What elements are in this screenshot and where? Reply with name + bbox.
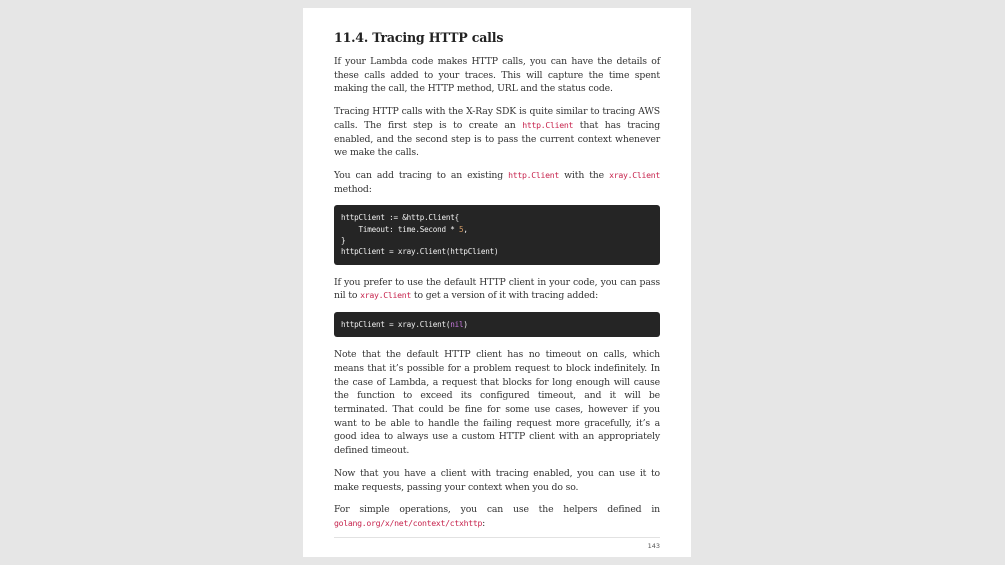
- page-content: [334, 30, 660, 540]
- inline-code: xray.Client: [609, 169, 660, 180]
- code-keyword: nil: [450, 319, 464, 329]
- text-run: For simple operations, you can use the helpers defined in: [334, 504, 660, 516]
- document-page: [303, 8, 691, 557]
- code-number: 5: [459, 224, 464, 234]
- inline-code: http.Client: [522, 119, 574, 130]
- code-token: httpClient = xray.Client(: [341, 319, 451, 329]
- paragraph-timeout-note: Note that the default HTTP client has no timeout on calls, which means that it’s possible for a problem request to block indefinitely. In the case of Lambda, a request that blocks for long enough will cause the function to exceed its configured timeout, and it will be terminated. That could be fine for some use cases, however if you want to be able to handle the failing request more gracefully, it’s a good idea to always use a custom HTTP client with an appropriately defined timeout.: [334, 349, 660, 457]
- paragraph-default-client: [334, 276, 660, 303]
- code-line: }: [341, 235, 346, 245]
- text-run: to get a version of it with tracing added:: [411, 290, 599, 302]
- code-line: httpClient = xray.Client(httpClient): [341, 247, 499, 257]
- inline-code: xray.Client: [360, 290, 412, 301]
- paragraph-make-requests: Now that you have a client with tracing enabled, you can use it to make requests, passing your context when you do so.: [334, 467, 660, 493]
- paragraph-add-tracing: [334, 169, 660, 196]
- code-line: httpClient := &http.Client{: [341, 213, 460, 223]
- text-run: :: [482, 517, 486, 529]
- code-token: ,: [463, 224, 468, 234]
- text-run: method:: [334, 183, 372, 195]
- paragraph-helpers: [334, 503, 660, 530]
- code-token: ): [463, 319, 468, 329]
- text-run: You can add tracing to an existing: [334, 169, 509, 181]
- text-run: that has tracing enabled, and the second step is to pass the current context whenever we make the calls.: [334, 119, 660, 159]
- text-run: with the: [559, 169, 610, 181]
- paragraph-sdk: [334, 105, 660, 160]
- text-run: Tracing HTTP calls with the X-Ray SDK is quite similar to tracing AWS calls. The first step is to create an: [334, 106, 660, 131]
- code-token: Timeout: time.Second *: [341, 224, 460, 234]
- section-title: 11.4. Tracing HTTP calls: [334, 30, 504, 45]
- page-number: 143: [647, 542, 660, 550]
- code-line: [341, 320, 468, 329]
- inline-code: golang.org/x/net/context/ctxhttp: [334, 517, 483, 528]
- footer-divider: [334, 537, 660, 538]
- inline-code: http.Client: [508, 169, 560, 180]
- text-run: If you prefer to use the default HTTP client in your code, you can pass nil to: [334, 276, 660, 302]
- code-block-default-client: [334, 312, 660, 337]
- code-block-custom-client: [334, 205, 660, 264]
- paragraph-intro: If your Lambda code makes HTTP calls, you can have the details of these calls added to your traces. This will capture the time spent making the call, the HTTP method, URL and the status code.: [334, 56, 660, 95]
- code-line: [341, 225, 468, 234]
